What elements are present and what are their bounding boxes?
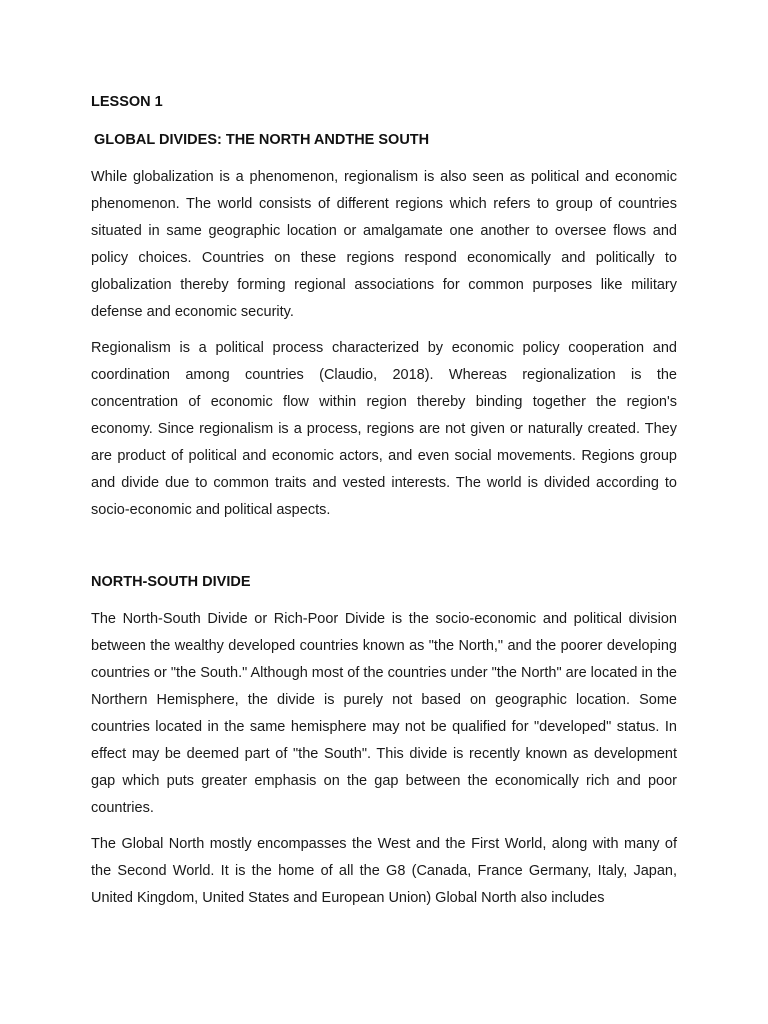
document-content — [91, 91, 677, 921]
paragraph-global-north: The Global North mostly encompasses the West and the First World, along with many of the Second World. It is the home of all the G8 (Canada, France Germany, Italy, Japan, United Kingdom, United States and European Union) Global North also includes — [91, 836, 677, 906]
document-title: GLOBAL DIVIDES: THE NORTH ANDTHE SOUTH — [94, 132, 430, 148]
paragraph-globalization: While globalization is a phenomenon, regionalism is also seen as political and economic phenomenon. The world consists of different regions which refers to group of countries situated in same geographic location or amalgamate one another to oversee flows and policy choices. Countries on these regions respond economically and politically to globalization thereby forming regional associations for common purposes like military defense and economic security. — [91, 169, 677, 320]
lesson-label: LESSON 1 — [91, 94, 163, 110]
paragraph-regionalism: Regionalism is a political process characterized by economic policy cooperation and coordination among countries (Claudio, 2018). Whereas regionalization is the concentration of economic flow within region thereby binding together the region's economy. Since regionalism is a process, regions are not given or naturally created. They are product of political and economic actors, and even social movements. Regions group and divide due to common traits and vested interests. The world is divided according to socio-economic and political aspects. — [91, 340, 677, 518]
paragraph-north-south-divide: The North-South Divide or Rich-Poor Divide is the socio-economic and political division between the wealthy developed countries known as "the North," and the poorer developing countries or "the South." Although most of the countries under "the North" are located in the Northern Hemisphere, the divide is purely not based on geographic location. Some countries located in the same hemisphere may not be qualified for "developed" status. In effect may be deemed part of "the South". This divide is recently known as development gap which puts greater emphasis on the gap between the economically rich and poor countries. — [91, 611, 677, 816]
section-heading: NORTH-SOUTH DIVIDE — [91, 574, 251, 590]
